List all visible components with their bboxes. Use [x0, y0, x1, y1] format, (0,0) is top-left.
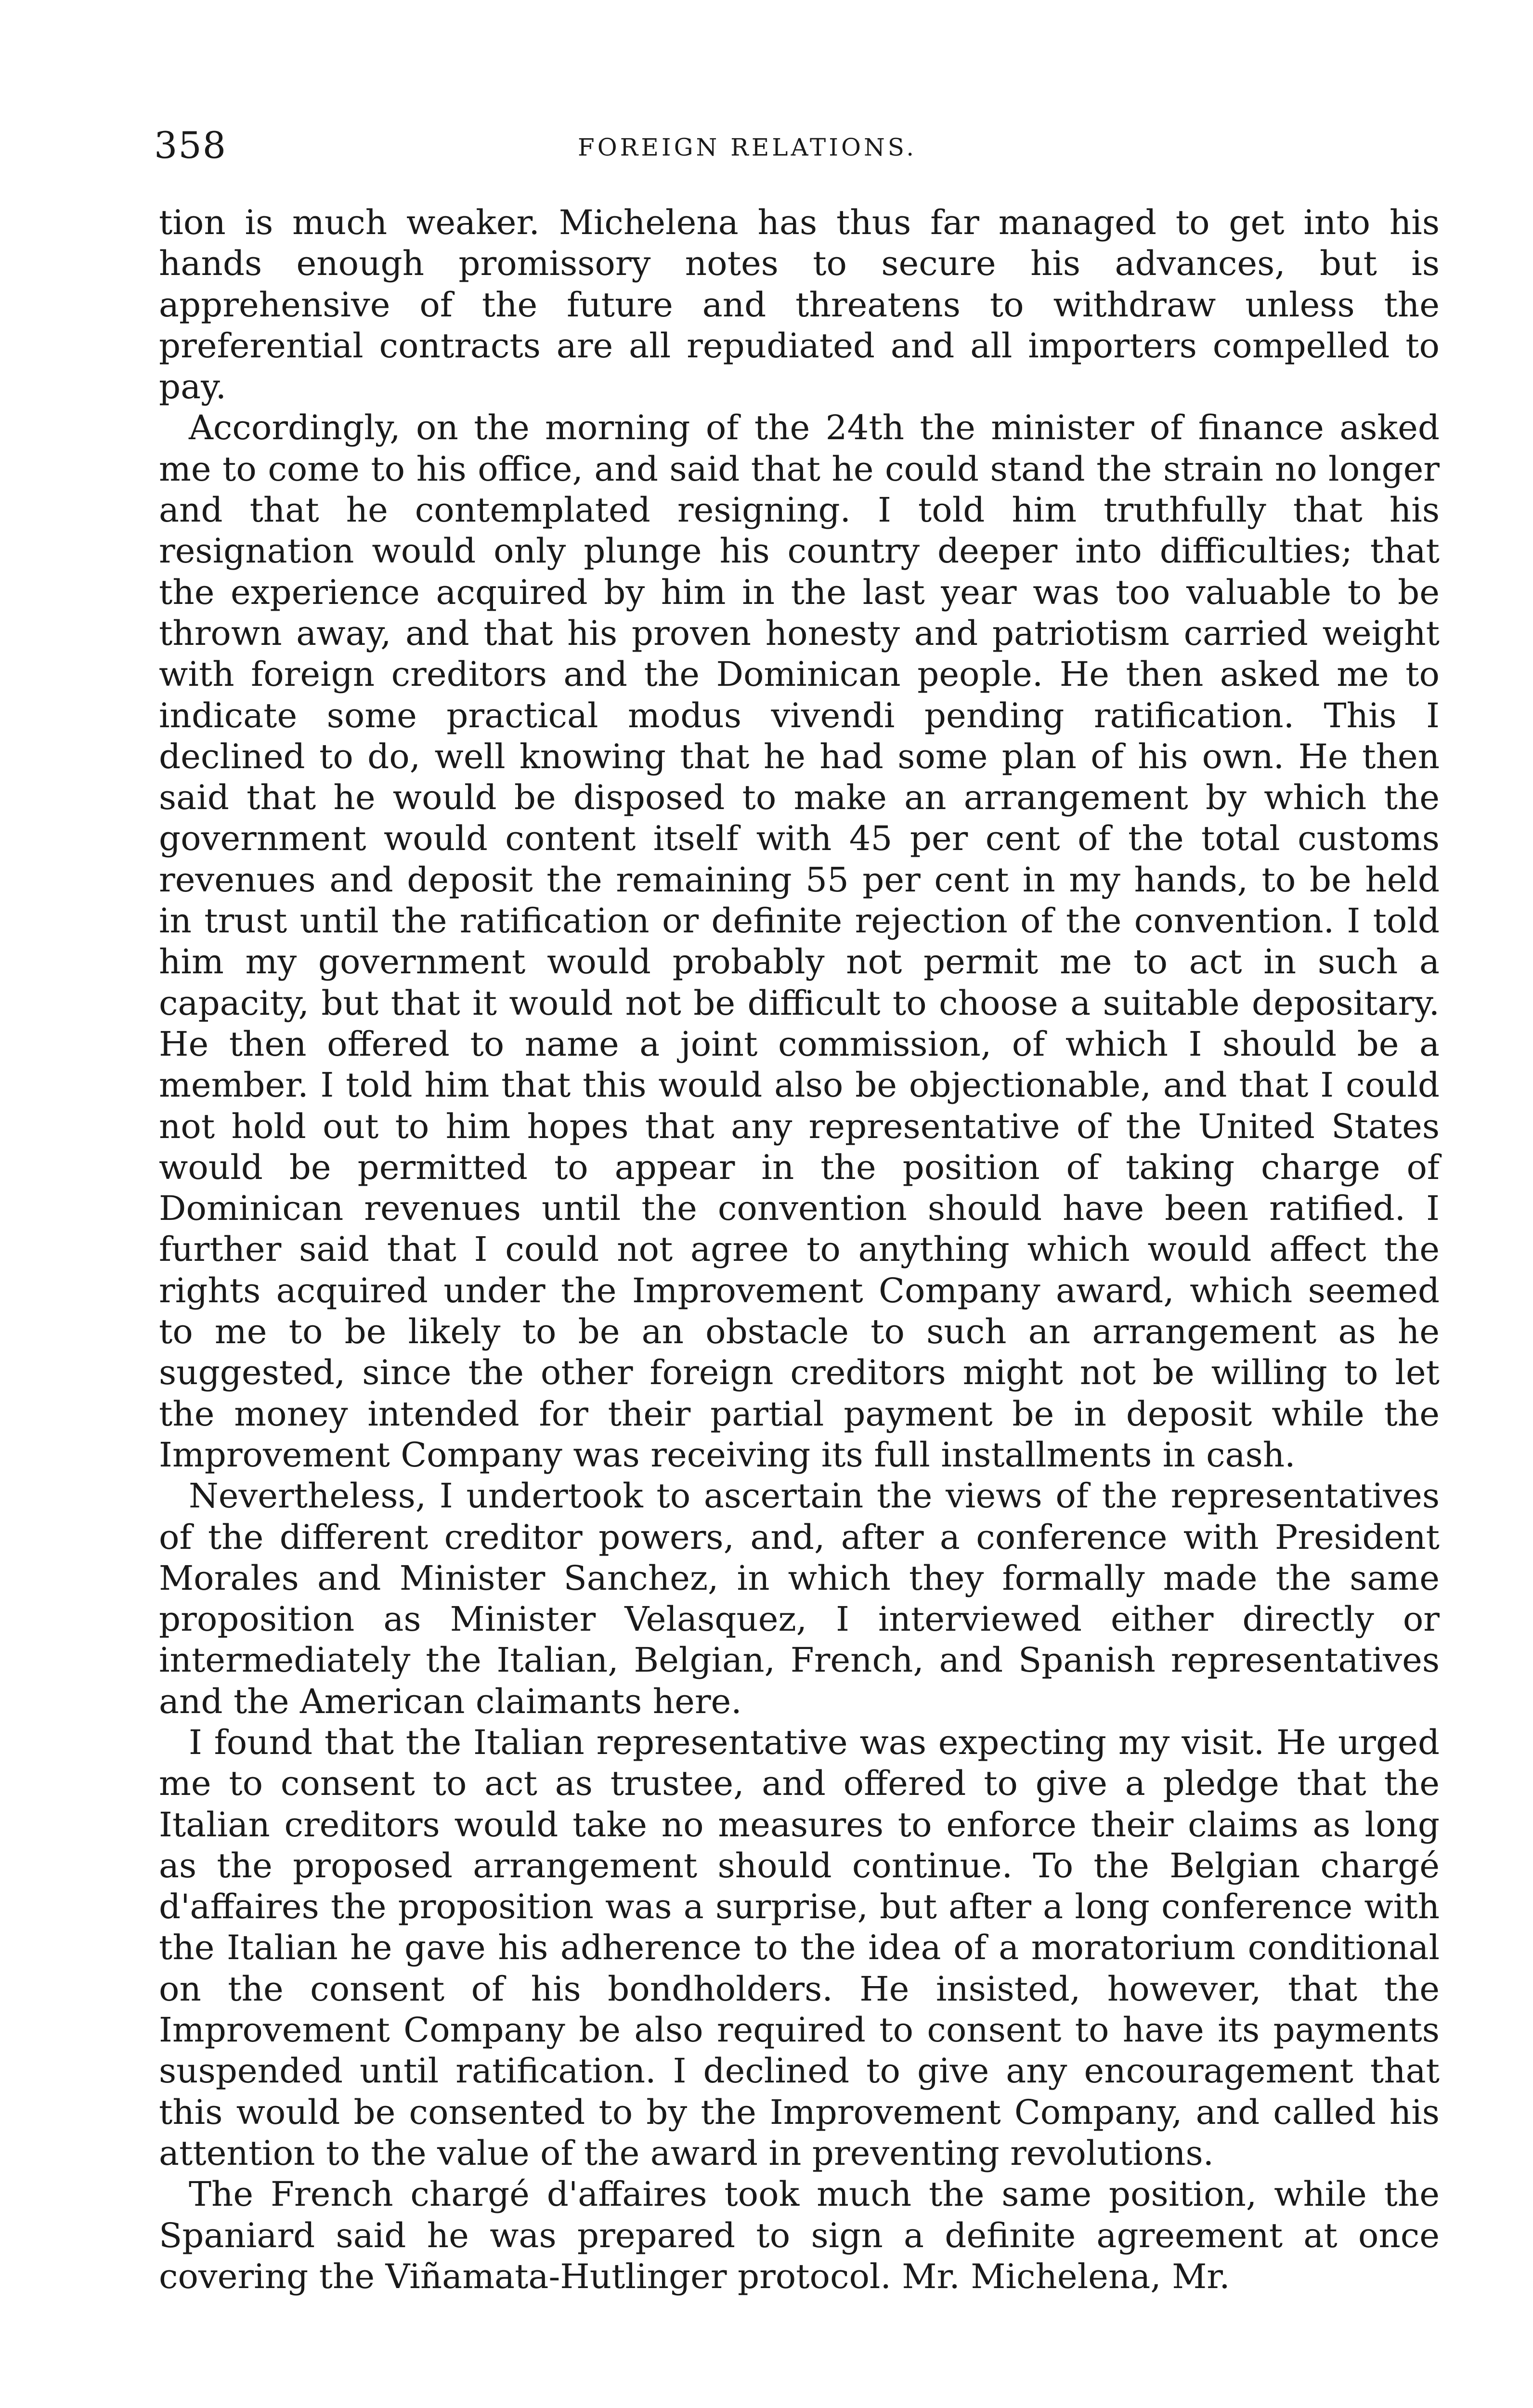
running-head: [154, 121, 1435, 174]
paragraph-french-charge: The French chargé d'affaires took much the same position, while the Spaniard said he was prepared to sign a definite agreement at once covering the Viñamata-Hutlinger protocol. Mr. Michelena, Mr.: [159, 2174, 1440, 2296]
paragraph-minister-of-finance: Accordingly, on the morning of the 24th the minister of finance asked me to come to his office, and said that he could stand the strain no longer and that he contemplated resigning. I told him truthfully that his resignation would only plunge his country deeper into difficulties; that the experience acquired by him in the last year was too valuable to be thrown away, and that his proven honesty and patriotism carried weight with foreign creditors and the Dominican people. He then asked me to indicate some practical modus vivendi pending ratification. This I declined to do, well knowing that he had some plan of his own. He then said that he would be disposed to make an arrangement by which the government would content itself with 45 per cent of the total customs revenues and deposit the remaining 55 per cent in my hands, to be held in trust until the ratification or definite rejection of the convention. I told him my government would probably not permit me to act in such a capacity, but that it would not be difficult to choose a suitable depositary. He then offered to name a joint commission, of which I should be a member. I told him that this would also be objectionable, and that I could not hold out to him hopes that any representative of the United States would be permitted to appear in the position of taking charge of Dominican revenues until the convention should have been ratified. I further said that I could not agree to anything which would affect the rights acquired under the Improvement Company award, which seemed to me to be likely to be an obstacle to such an arrangement as he suggested, since the other foreign creditors might not be willing to let the money intended for their partial payment be in deposit while the Improvement Company was receiving its full installments in cash.: [159, 408, 1440, 1475]
body-text: [159, 202, 1440, 2297]
paragraph-creditor-powers: Nevertheless, I undertook to ascertain the views of the representatives of the different creditor powers, and, after a conference with President Morales and Minister Sanchez, in which they formally made the same proposition as Minister Velasquez, I interviewed either directly or intermediately the Italian, Belgian, French, and Spanish representatives and the American claimants here.: [159, 1476, 1440, 1721]
paragraph-continued: tion is much weaker. Michelena has thus far managed to get into his hands enough promissory notes to secure his advances, but is apprehensive of the future and threatens to withdraw unless the preferential contracts are all repudiated and all importers compelled to pay.: [159, 203, 1440, 407]
page-number: 358: [154, 124, 227, 167]
paragraph-italian-representative: I found that the Italian representative was expecting my visit. He urged me to consent to act as trustee, and offered to give a pledge that the Italian creditors would take no measures to enforce their claims as long as the proposed arrangement should continue. To the Belgian chargé d'affaires the proposition was a surprise, but after a long conference with the Italian he gave his adherence to the idea of a moratorium conditional on the consent of his bondholders. He insisted, however, that the Improvement Company be also required to consent to have its payments suspended until ratification. I declined to give any encouragement that this would be consented to by the Improvement Company, and called his attention to the value of the award in preventing revolutions.: [159, 1722, 1440, 2173]
running-title: FOREIGN RELATIONS.: [578, 133, 917, 161]
